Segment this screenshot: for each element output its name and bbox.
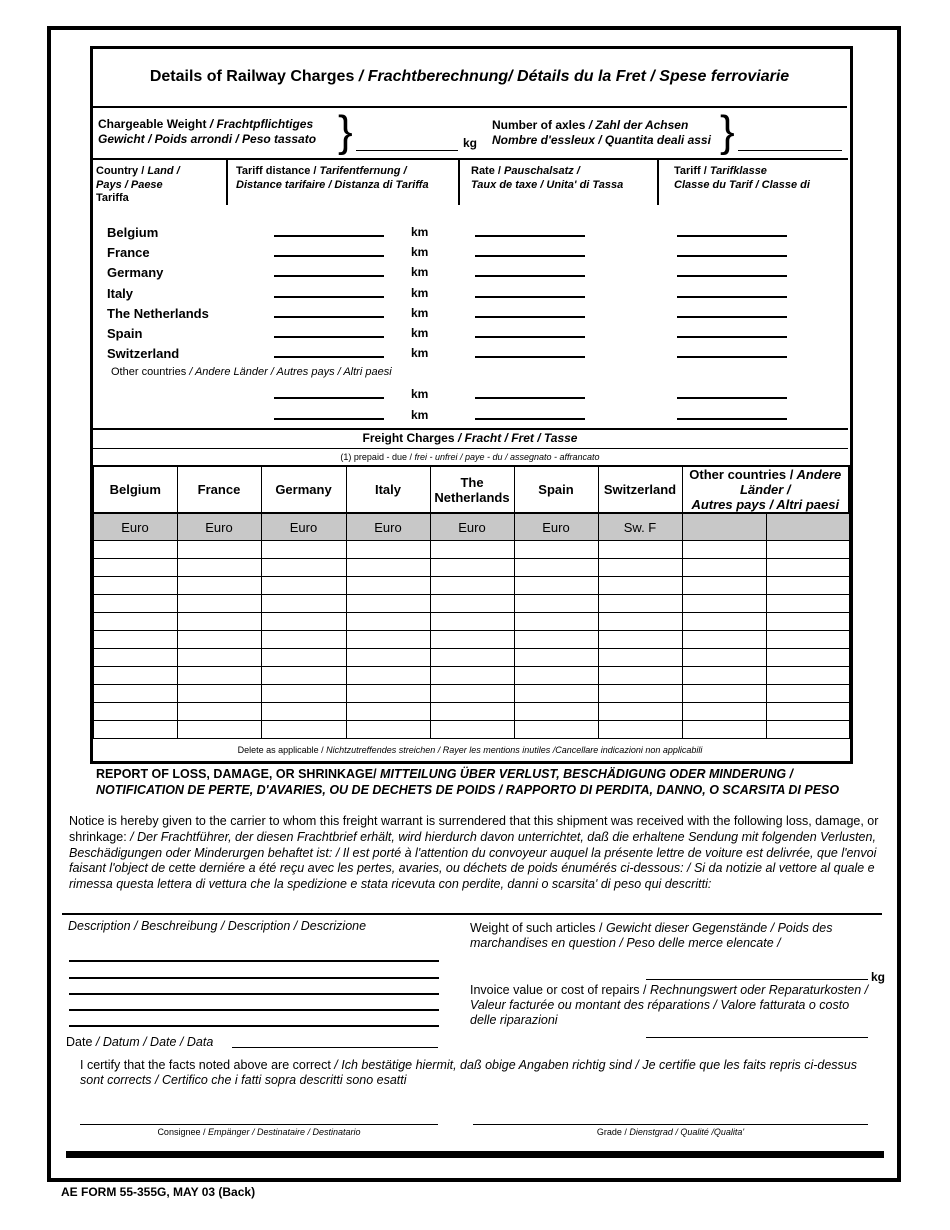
currency-cell: Sw. F [598,513,682,541]
table-row [93,595,849,613]
currency-cell: Euro [177,513,261,541]
charge-cell[interactable] [93,703,177,721]
description-line[interactable] [69,1025,439,1027]
charge-cell[interactable] [682,721,766,739]
charge-cell[interactable] [766,667,849,685]
charge-cell[interactable] [766,685,849,703]
charge-cell[interactable] [682,559,766,577]
table-row [93,559,849,577]
km-unit: km [411,265,429,280]
charge-cell[interactable] [598,649,682,667]
charge-cell[interactable] [598,559,682,577]
weight-label: Weight of such articles / Gewicht dieser Gegenstände / Poids des marchandises en question / Peso delle merce elencate / [470,921,833,950]
distance-field[interactable] [274,235,384,237]
report-heading: REPORT OF LOSS, DAMAGE, OR SHRINKAGE/ MITTEILUNG ÜBER VERLUST, BESCHÄDIGUNG ODER MINDERUNG / NOTIFICATION DE PERTE, D'AVARIES, OU DE DECHETS DE POIDS / RAPPORTO DI PERDITA, DANNO, O SCARSITA DI PESO [96,767,840,797]
charge-cell[interactable] [430,559,514,577]
date-field[interactable] [232,1047,438,1048]
charge-cell[interactable] [598,685,682,703]
charge-cell[interactable] [177,667,261,685]
rate-field[interactable] [475,296,585,298]
bottom-bar [66,1151,884,1158]
charge-cell[interactable] [177,703,261,721]
description-label: Description / Beschreibung / Description / Descrizione [68,919,367,933]
charge-cell[interactable] [177,613,261,631]
currency-cell: Euro [430,513,514,541]
distance-field[interactable] [274,356,384,358]
tariff-distance-header: Tariff distance / Tarifentfernung / Distance tarifaire / Distanza di Tariffa [236,165,429,191]
form-number: AE FORM 55-355G, MAY 03 (Back) [61,1185,256,1199]
charge-cell[interactable] [93,667,177,685]
currency-cell: Euro [346,513,430,541]
charge-cell[interactable] [93,559,177,577]
km-unit: km [411,225,429,239]
freight-column-header: The Netherlands [430,466,514,513]
charge-cell[interactable] [514,541,598,559]
currency-cell [766,513,849,541]
date-label: Date / Datum / Date / Data [66,1035,214,1049]
charge-cell[interactable] [598,703,682,721]
country-label: Belgium [107,225,159,240]
distance-field[interactable] [274,397,384,399]
rate-header: Rate / Pauschalsatz / Taux de taxe / Unita' di Tassa [471,165,624,191]
charge-cell[interactable] [346,595,430,613]
charge-cell[interactable] [261,649,346,667]
freight-charges-table [92,465,850,739]
distance-field[interactable] [274,336,384,338]
divider [657,160,659,205]
country-label: The Netherlands [107,305,209,321]
freight-column-header: Belgium [93,466,177,513]
rate-field[interactable] [475,316,585,318]
charge-cell[interactable] [766,703,849,721]
charge-cell[interactable] [93,541,177,559]
charge-cell[interactable] [430,577,514,595]
distance-field[interactable] [274,418,384,420]
tariff-field[interactable] [677,235,787,237]
currency-cell: Euro [93,513,177,541]
charge-cell[interactable] [766,613,849,631]
charge-cell[interactable] [93,721,177,739]
charge-cell[interactable] [346,541,430,559]
rate-field[interactable] [475,275,585,277]
charge-cell[interactable] [261,595,346,613]
charge-cell[interactable] [682,667,766,685]
chargeable-weight-field[interactable] [356,150,458,151]
rate-field[interactable] [475,255,585,257]
charge-cell[interactable] [346,667,430,685]
charge-cell[interactable] [430,721,514,739]
charge-cell[interactable] [682,631,766,649]
charge-cell[interactable] [514,649,598,667]
charge-cell[interactable] [261,613,346,631]
table-row [93,703,849,721]
charge-cell[interactable] [93,613,177,631]
description-line[interactable] [69,977,439,979]
charge-cell[interactable] [430,667,514,685]
charge-cell[interactable] [177,685,261,703]
currency-cell: Euro [261,513,346,541]
charge-cell[interactable] [177,559,261,577]
tariff-field[interactable] [677,418,787,420]
divider [92,428,848,430]
charge-cell[interactable] [346,685,430,703]
charge-cell[interactable] [346,631,430,649]
rate-field[interactable] [475,418,585,420]
table-row [93,577,849,595]
tariff-field[interactable] [677,255,787,257]
charge-cell[interactable] [430,631,514,649]
description-line[interactable] [69,1009,439,1011]
distance-field[interactable] [274,275,384,277]
axles-field[interactable] [738,150,842,151]
currency-cell [682,513,766,541]
charge-cell[interactable] [177,631,261,649]
kg-unit: kg [871,970,886,984]
km-unit: km [411,346,429,361]
charge-cell[interactable] [514,721,598,739]
charge-cell[interactable] [177,577,261,595]
divider [458,160,460,205]
table-row [93,721,849,739]
charge-cell[interactable] [261,721,346,739]
freight-charges-title: Freight Charges / Fracht / Fret / Tasse [362,431,578,445]
km-unit: km [411,285,429,300]
charge-cell[interactable] [346,559,430,577]
charge-cell[interactable] [766,721,849,739]
charge-cell[interactable] [514,595,598,613]
brace-icon: } [720,107,735,156]
table-row [93,541,849,559]
tariff-field[interactable] [677,336,787,338]
grade-label: Grade / Dienstgrad / Qualité /Qualita' [596,1127,745,1137]
charge-cell[interactable] [177,595,261,613]
country-label: Switzerland [107,346,180,362]
invoice-label: Invoice value or cost of repairs / Rechnungswert oder Reparaturkosten / Valeur facturée ou montant des réparations / Valore fatturata o costo delle riparazioni [470,983,869,1027]
divider [92,448,848,449]
tariff-field[interactable] [677,316,787,318]
charge-cell[interactable] [514,685,598,703]
charge-cell[interactable] [346,577,430,595]
charge-cell[interactable] [346,649,430,667]
charge-cell[interactable] [514,559,598,577]
currency-cell: Euro [514,513,598,541]
charge-cell[interactable] [514,631,598,649]
divider [226,160,228,205]
tariff-field[interactable] [677,356,787,358]
freight-other-countries-header: Other countries / Andere Länder / Autres pays / Altri paesi [682,466,849,513]
tariff-field[interactable] [677,296,787,298]
charge-cell[interactable] [93,577,177,595]
charge-cell[interactable] [514,667,598,685]
country-label: Germany [107,265,164,281]
rate-field[interactable] [475,356,585,358]
charge-cell[interactable] [682,595,766,613]
charge-cell[interactable] [514,703,598,721]
country-label: Italy [107,285,134,301]
km-unit: km [411,245,429,260]
tariff-field[interactable] [677,275,787,277]
charge-cell[interactable] [346,703,430,721]
charge-cell[interactable] [598,667,682,685]
country-label: France [107,245,150,261]
km-unit: km [411,408,429,422]
rate-field[interactable] [475,397,585,399]
freight-column-header: Switzerland [598,466,682,513]
km-unit: km [411,387,429,401]
brace-icon: } [338,107,353,156]
notice-text: Notice is hereby given to the carrier to whom this freight warrant is surrendered that this shipment was received with the following loss, damage, or shrinkage: / Der Frachtführer, der diesen Frachtbrief erhält, wird hierdurch davon unterrichtet, daß die erhaltene Sendung mit folgenden Verlusten, Beschädigungen oder Minderurgen behaftet ist: / Il est porté à l'attention du convoyeur auquel la présente lettre de voiture est delivrée, que l'envoi faisant l'object de cette derniére a été reçu avec les pertes, avaries, ou déchets de poids énumérés ci-dessous: / Si da notizie al vettore al quale e rimessa questa lettera di vettura che la spedizione e stata ricevuta con perdite, danni o scarsita' di peso qui descritti: [69,814,879,892]
charge-cell[interactable] [430,703,514,721]
rate-field[interactable] [475,235,585,237]
rate-field[interactable] [475,336,585,338]
distance-field[interactable] [274,255,384,257]
charge-cell[interactable] [766,649,849,667]
charge-cell[interactable] [261,631,346,649]
freight-column-header: Spain [514,466,598,513]
charge-cell[interactable] [682,703,766,721]
charge-cell[interactable] [261,703,346,721]
consignee-label: Consignee / Empänger / Destinataire / Destinatario [157,1127,361,1137]
distance-field[interactable] [274,296,384,298]
charge-cell[interactable] [177,721,261,739]
table-row [93,613,849,631]
table-row [93,685,849,703]
distance-field[interactable] [274,316,384,318]
kg-unit: kg [463,136,478,150]
charge-cell[interactable] [430,613,514,631]
form-title: Details of Railway Charges / Frachtberechnung / Détails du la Fret / Spese ferroviarie [92,48,847,108]
charge-cell[interactable] [430,685,514,703]
certify-statement: I certify that the facts noted above are correct / Ich bestätige hiermit, daß obige Angaben richtig sind / Je certifie que les faits repris ci-dessus sont corrects / Certifico che i fatti sopra descritti sono esatti [80,1058,858,1087]
charge-cell[interactable] [682,649,766,667]
delete-note: Delete as applicable / Nichtzutreffendes streichen / Rayer les mentions inutiles /Cancellare indicazioni non applicabili [237,745,703,755]
freight-column-header: Germany [261,466,346,513]
charge-cell[interactable] [766,541,849,559]
charge-cell[interactable] [430,541,514,559]
charge-cell[interactable] [430,595,514,613]
charge-cell[interactable] [598,541,682,559]
charge-cell[interactable] [177,541,261,559]
charge-cell[interactable] [766,595,849,613]
km-unit: km [411,305,429,320]
charge-cell[interactable] [766,631,849,649]
table-row [93,631,849,649]
freight-column-header: France [177,466,261,513]
charge-cell[interactable] [93,595,177,613]
charge-cell[interactable] [682,613,766,631]
charge-cell[interactable] [766,577,849,595]
charge-cell[interactable] [261,685,346,703]
country-header: Country / Land / Pays / Paese Tariffa [96,165,180,204]
freight-column-header: Italy [346,466,430,513]
charge-cell[interactable] [598,631,682,649]
tariff-field[interactable] [677,397,787,399]
charge-cell[interactable] [261,577,346,595]
divider [62,913,882,915]
charge-cell[interactable] [430,649,514,667]
prepaid-note: (1) prepaid - due / frei - unfrei / paye - du / assegnato - affrancato [340,452,600,462]
description-line[interactable] [69,960,439,962]
country-label: Spain [107,326,143,341]
charge-cell[interactable] [682,541,766,559]
charge-cell[interactable] [598,613,682,631]
charge-cell[interactable] [93,649,177,667]
table-row [93,667,849,685]
charge-cell[interactable] [261,559,346,577]
charge-cell[interactable] [93,631,177,649]
km-unit: km [411,326,429,340]
charge-cell[interactable] [261,541,346,559]
charge-cell[interactable] [514,577,598,595]
chargeable-weight-label: Chargeable Weight / Frachtpflichtiges Gewicht / Poids arrondi / Peso tassato [98,117,317,146]
charge-cell[interactable] [93,685,177,703]
other-countries-label: Other countries / Andere Länder / Autres pays / Altri paesi [111,366,392,378]
charge-cell[interactable] [766,559,849,577]
table-row [93,649,849,667]
charge-cell[interactable] [177,649,261,667]
divider [92,158,848,160]
axles-label: Number of axles / Zahl der Achsen Nombre d'essleux / Quantita deali assi [492,118,711,147]
tariff-class-header: Tariff / Tarifklasse Classe du Tarif / Classe di [674,165,810,191]
description-line[interactable] [69,993,439,995]
charge-cell[interactable] [682,577,766,595]
charge-cell[interactable] [346,721,430,739]
charge-cell[interactable] [261,667,346,685]
charge-cell[interactable] [346,613,430,631]
weight-field[interactable] [646,979,868,980]
charge-cell[interactable] [682,685,766,703]
charge-cell[interactable] [598,595,682,613]
invoice-field[interactable] [646,1037,868,1038]
charge-cell[interactable] [514,613,598,631]
charge-cell[interactable] [598,577,682,595]
charge-cell[interactable] [598,721,682,739]
